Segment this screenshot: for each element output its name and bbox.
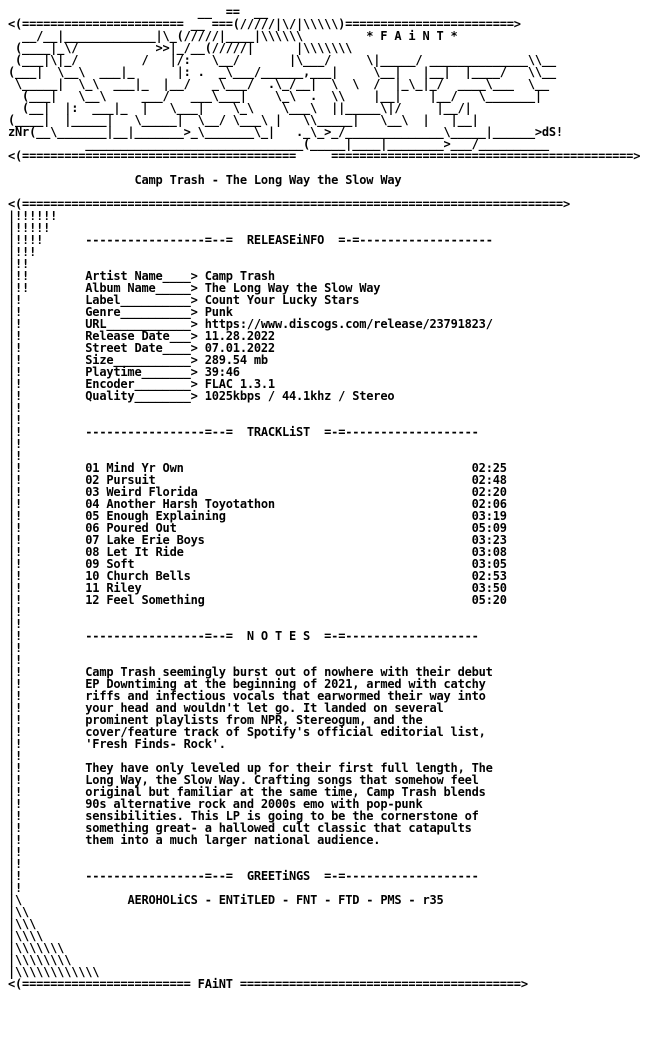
frame-art: |! — [8, 665, 86, 679]
frame-art: |! — [8, 533, 86, 547]
frame-line — [8, 438, 656, 450]
logo-art: (____|_\/ >>|_/__(/////| |\\\\\\\ — [8, 41, 353, 55]
frame-art: |! — [8, 485, 86, 499]
track-title: Poured Out — [106, 521, 472, 535]
frame-art: |! — [8, 845, 86, 859]
frame-art: |! — [8, 605, 86, 619]
frame-art: |! — [8, 725, 86, 739]
frame-art: |\\\\\\\\\\\\ — [8, 965, 100, 979]
notes-text: EP Downtiming at the beginning of 2021, armed with catchy — [85, 677, 486, 691]
track-title: Riley — [106, 581, 472, 595]
logo-art: zNr(__\_______|__|_______>_\_______\_| ._\_>_/______________\_____|______>dS! — [8, 125, 563, 139]
frame-art: =-=------------------- — [324, 233, 493, 247]
info-value: Count Your Lucky Stars — [204, 293, 360, 307]
frame-art: |! — [8, 869, 86, 883]
section-header-tracklist — [8, 426, 656, 438]
track-time: 03:23 — [471, 533, 507, 547]
frame-art: |! — [8, 653, 86, 667]
info-value: https://www.discogs.com/release/23791823/ — [204, 317, 493, 331]
frame-art: -----------------=--= — [85, 629, 247, 643]
frame-art: |! — [8, 425, 86, 439]
frame-art: |! — [8, 677, 86, 691]
info-value: 1025kbps / 44.1khz / Stereo — [204, 389, 395, 403]
info-value: 07.01.2022 — [204, 341, 275, 355]
frame-art: |! — [8, 749, 86, 763]
frame-art: |! — [8, 797, 86, 811]
notes-text: They have only leveled up for their first full length, The — [85, 761, 493, 775]
frame-art: |! — [8, 785, 86, 799]
info-label: Artist Name____> — [85, 269, 205, 283]
frame-line — [8, 210, 656, 222]
track-time: 02:25 — [471, 461, 507, 475]
frame-art: |!! — [8, 269, 86, 283]
frame-art: |! — [8, 377, 86, 391]
frame-art: |\\\ — [8, 917, 37, 931]
track-time: 03:08 — [471, 545, 507, 559]
info-label: Genre__________> — [85, 305, 205, 319]
track-time: 05:20 — [471, 593, 507, 607]
logo-art: <(======================= __ ===(/////|\/|\\\\\)========================> — [8, 17, 521, 31]
frame-line — [8, 954, 656, 966]
track-row — [8, 594, 656, 606]
track-title: Mind Yr Own — [106, 461, 472, 475]
info-value: Punk — [204, 305, 233, 319]
frame-art: |! — [8, 857, 86, 871]
frame-art: |! — [8, 557, 86, 571]
frame-art: |!! — [8, 281, 86, 295]
frame-art: |! — [8, 737, 86, 751]
frame-art: |! — [8, 701, 86, 715]
frame-line — [8, 930, 656, 942]
frame-art: |! — [8, 617, 86, 631]
frame-art — [8, 173, 134, 187]
frame-line — [8, 246, 656, 258]
info-label: Label__________> — [85, 293, 205, 307]
info-label: Encoder________> — [85, 377, 205, 391]
logo-art: \_____| \_\ ___|_ |__/ _\___/ .\_/__| \ \ / |_\_|_/ ____\___ \__ — [8, 77, 549, 91]
track-time: 05:09 — [471, 521, 507, 535]
info-value: 289.54 mb — [204, 353, 268, 367]
logo-art: (____| |_____| \_____| \__/ \___\ | \\_____| \__\ | |__| — [8, 113, 479, 127]
frame-art: |! — [8, 317, 86, 331]
notes-text: riffs and infectious vocals that earwormed their way into — [85, 689, 486, 703]
frame-art: |!!! — [8, 245, 86, 259]
track-title: Soft — [106, 557, 472, 571]
notes-text: them into a much larger national audience. — [85, 833, 381, 847]
frame-art: |! — [8, 833, 86, 847]
notes-line — [8, 834, 656, 846]
info-label: URL____________> — [85, 317, 205, 331]
frame-art: |! — [8, 629, 86, 643]
frame-art: -----------------=--= — [85, 869, 247, 883]
frame-art: |! — [8, 581, 86, 595]
frame-art: |! — [8, 365, 86, 379]
frame-art: |!!!!!! — [8, 209, 86, 223]
notes-text: sensibilities. This LP is going to be the cornerstone of — [85, 809, 479, 823]
track-number: 06 — [85, 521, 107, 535]
track-time: 02:53 — [471, 569, 507, 583]
frame-bottom-right: ========================================> — [239, 977, 528, 991]
notes-text: your head and wouldn't let go. It landed on several — [85, 701, 444, 715]
frame-art: |! — [8, 473, 86, 487]
frame-art: |\ — [8, 893, 86, 907]
frame-art: |! — [8, 761, 86, 775]
frame-art: -----------------=--= — [85, 233, 247, 247]
logo-art: (___| \__\ ___|_ |: . _\___/______,___| \__| |__| |____/ \\__ — [8, 65, 556, 79]
section-title-tracklist: TRACKLiST — [246, 425, 311, 439]
frame-bottom — [8, 978, 656, 990]
notes-text: Long Way, the Slow Way. Crafting songs that somehow feel — [85, 773, 479, 787]
section-header-notes — [8, 630, 656, 642]
info-row — [8, 390, 656, 402]
logo-art: _______________________________(_____|____|________>___/__________ — [8, 137, 549, 151]
track-title: Another Harsh Toyotathon — [106, 497, 472, 511]
frame-art — [85, 893, 127, 907]
frame-art: |! — [8, 329, 86, 343]
frame-bottom-label: FAiNT — [197, 977, 233, 991]
section-title-notes: N O T E S — [246, 629, 311, 643]
track-time: 02:20 — [471, 485, 507, 499]
frame-art: |! — [8, 809, 86, 823]
info-value: 39:46 — [204, 365, 240, 379]
notes-text: something great- a hallowed cult classic that catapults — [85, 821, 472, 835]
track-time: 03:05 — [471, 557, 507, 571]
info-label: Size___________> — [85, 353, 205, 367]
track-time: 02:48 — [471, 473, 507, 487]
frame-line — [8, 606, 656, 618]
release-title: Camp Trash - The Long Way the Slow Way — [134, 173, 402, 187]
track-title: Let It Ride — [106, 545, 472, 559]
greetings-text: AEROHOLiCS - ENTiTLED - FNT - FTD - PMS - r35 — [127, 893, 444, 907]
frame-line — [8, 642, 656, 654]
frame-art: |! — [8, 689, 86, 703]
frame-art: |! — [8, 593, 86, 607]
release-title-row — [8, 174, 656, 186]
info-label: Playtime_______> — [85, 365, 205, 379]
logo-art: (___|\|_/ / |/: \__/ |\___/ \|_____/ ______________\\__ — [8, 53, 556, 67]
frame-line — [8, 402, 656, 414]
greetings-row — [8, 894, 656, 906]
section-title-greetings: GREETiNGS — [246, 869, 311, 883]
track-title: Church Bells — [106, 569, 472, 583]
frame-art: |! — [8, 401, 86, 415]
track-time: 02:06 — [471, 497, 507, 511]
frame-art: |! — [8, 773, 86, 787]
frame-art: |! — [8, 821, 86, 835]
frame-art: |! — [8, 305, 86, 319]
track-number: 05 — [85, 509, 107, 523]
frame-art: |\\ — [8, 905, 30, 919]
track-number: 12 — [85, 593, 107, 607]
logo-art: <(======================================= ===========================================> — [8, 149, 641, 163]
section-header-greetings — [8, 870, 656, 882]
track-time: 03:50 — [471, 581, 507, 595]
notes-text: 90s alternative rock and 2000s emo with pop-punk — [85, 797, 423, 811]
frame-art: |! — [8, 353, 86, 367]
info-label: Quality________> — [85, 389, 205, 403]
logo-art: (__| |: ___|_ | \___| \_\ \___\ ||_____\|/ |__/| — [8, 101, 472, 115]
track-number: 03 — [85, 485, 107, 499]
track-title: Pursuit — [106, 473, 472, 487]
frame-top — [8, 198, 656, 210]
frame-art: =-=------------------- — [310, 869, 479, 883]
track-title: Weird Florida — [106, 485, 472, 499]
info-label: Album Name_____> — [85, 281, 205, 295]
frame-art: |! — [8, 437, 86, 451]
frame-line — [8, 918, 656, 930]
notes-text: cover/feature track of Spotify's official editorial list, — [85, 725, 486, 739]
frame-art: |! — [8, 389, 86, 403]
info-value: The Long Way the Slow Way — [204, 281, 381, 295]
frame-line — [8, 942, 656, 954]
notes-line — [8, 738, 656, 750]
frame-art: |!!!!! — [8, 221, 86, 235]
frame-art: |! — [8, 521, 86, 535]
frame-line — [8, 906, 656, 918]
track-number: 09 — [85, 557, 107, 571]
track-title: Feel Something — [106, 593, 472, 607]
track-number: 10 — [85, 569, 107, 583]
frame-art — [233, 977, 240, 991]
section-header-releaseinfo — [8, 234, 656, 246]
logo-art: __ == __ — [8, 5, 268, 19]
track-time: 03:19 — [471, 509, 507, 523]
frame-art: |! — [8, 461, 86, 475]
track-number: 08 — [85, 545, 107, 559]
frame-art: |! — [8, 449, 86, 463]
frame-art: |! — [8, 881, 86, 895]
info-label: Street Date____> — [85, 341, 205, 355]
track-number: 04 — [85, 497, 107, 511]
frame-art: |!!!! — [8, 233, 86, 247]
track-title: Lake Erie Boys — [106, 533, 472, 547]
track-number: 07 — [85, 533, 107, 547]
header-art-line — [8, 150, 656, 162]
frame-art: |! — [8, 545, 86, 559]
frame-line — [8, 846, 656, 858]
notes-text: original but familiar at the same time, Camp Trash blends — [85, 785, 486, 799]
frame-art: |! — [8, 341, 86, 355]
frame-art: -----------------=--= — [85, 425, 247, 439]
frame-art: |\\\\\\\\ — [8, 953, 72, 967]
frame-art: |\\\\ — [8, 929, 44, 943]
frame-art: |! — [8, 641, 86, 655]
notes-text: 'Fresh Finds- Rock'. — [85, 737, 226, 751]
info-value: 11.28.2022 — [204, 329, 275, 343]
frame-art: |! — [8, 713, 86, 727]
logo-art: (___| \__\ ___/ ___\___| \_\ . \\ |__| |__/ \_______| — [8, 89, 542, 103]
frame-art: |\\\\\\\ — [8, 941, 65, 955]
logo-art: __/__|_____________|\_(/////|____|\\\\\\ * F A i N T * — [8, 29, 458, 43]
track-number: 11 — [85, 581, 107, 595]
track-number: 01 — [85, 461, 107, 475]
frame-art: |! — [8, 413, 86, 427]
track-title: Enough Explaining — [106, 509, 472, 523]
info-label: Release Date___> — [85, 329, 205, 343]
frame-art: |! — [8, 497, 86, 511]
frame-top-border: <(=============================================================================> — [8, 197, 570, 211]
section-title-releaseinfo: RELEASEiNFO — [246, 233, 325, 247]
frame-art: |! — [8, 569, 86, 583]
frame-art: |! — [8, 293, 86, 307]
frame-art: |!! — [8, 257, 86, 271]
frame-art: |! — [8, 509, 86, 523]
info-value: Camp Trash — [204, 269, 275, 283]
frame-art — [191, 977, 198, 991]
info-value: FLAC 1.3.1 — [204, 377, 275, 391]
notes-text: Camp Trash seemingly burst out of nowhere with their debut — [85, 665, 493, 679]
frame-art: =-=------------------- — [310, 629, 479, 643]
track-number: 02 — [85, 473, 107, 487]
notes-text: prominent playlists from NPR, Stereogum, and the — [85, 713, 423, 727]
frame-art: =-=------------------- — [310, 425, 479, 439]
frame-bottom-left: <(======================== — [8, 977, 191, 991]
